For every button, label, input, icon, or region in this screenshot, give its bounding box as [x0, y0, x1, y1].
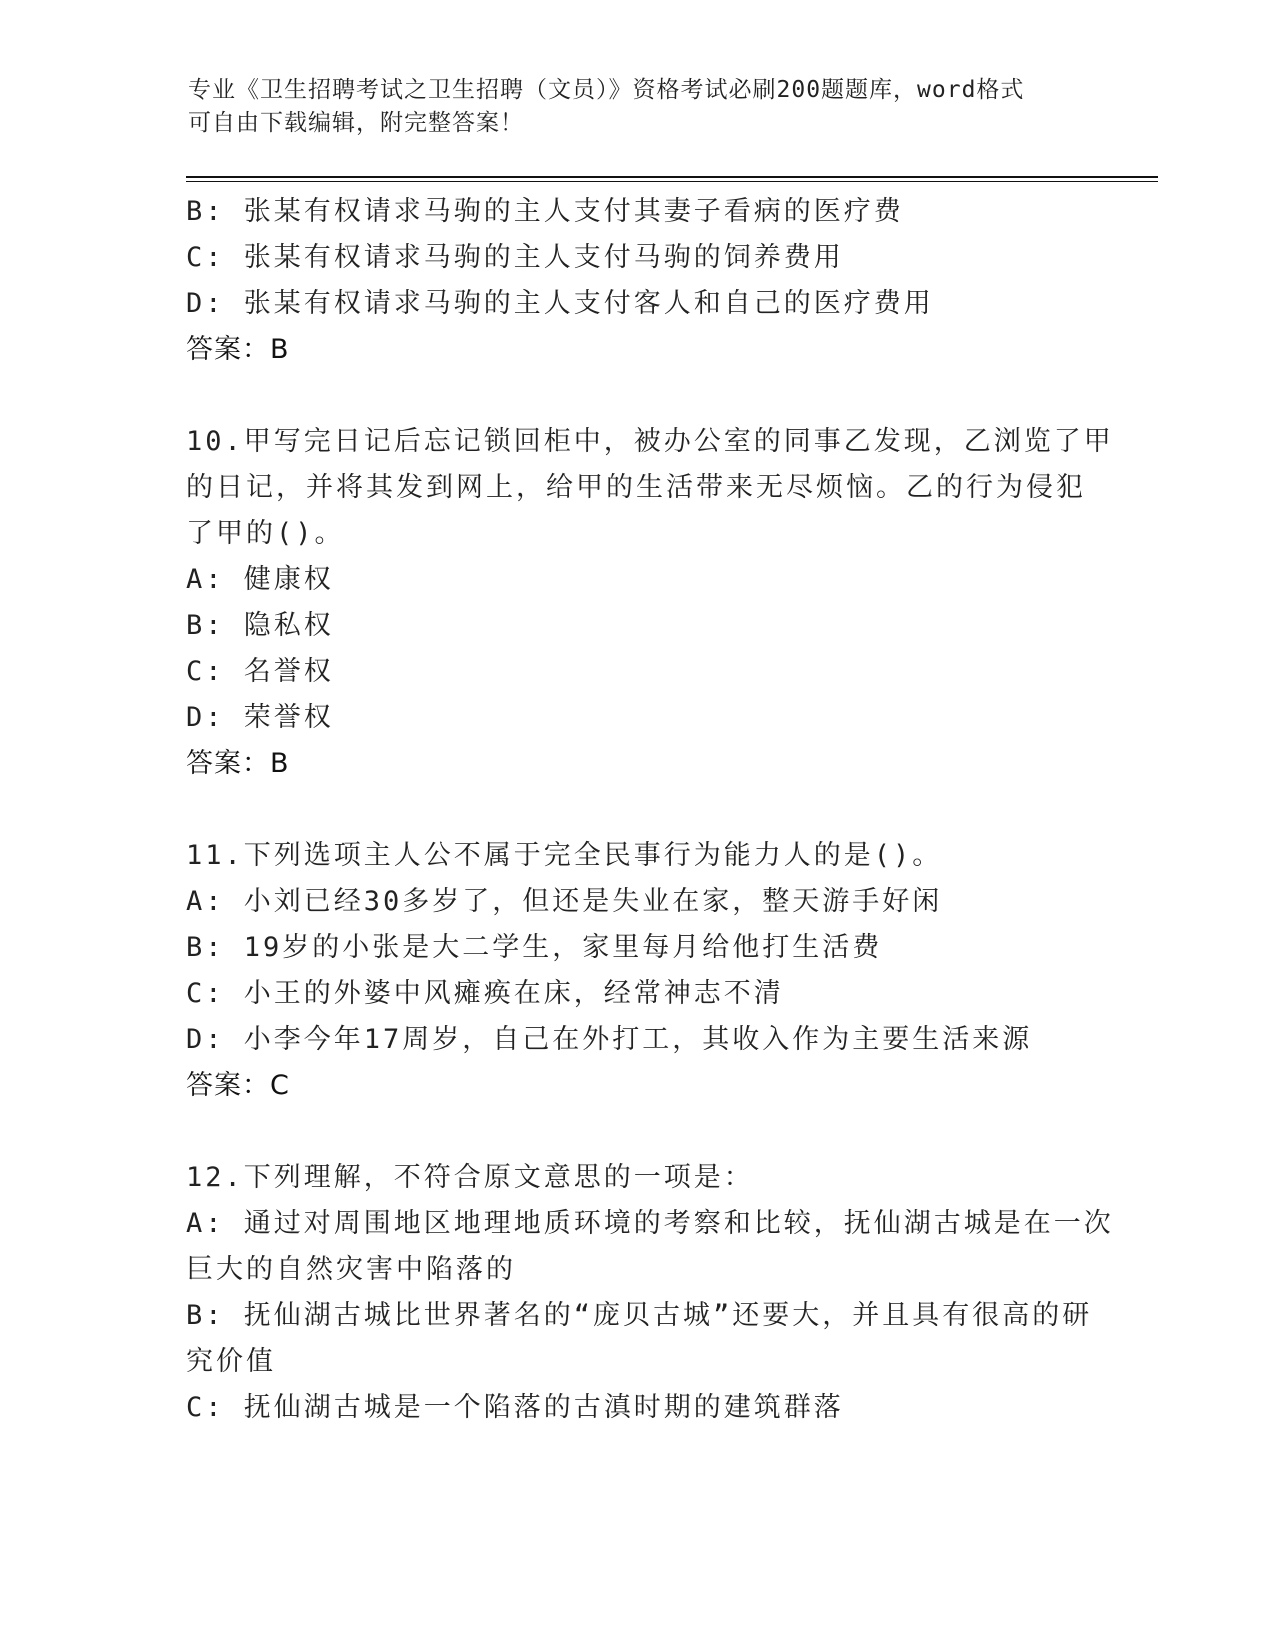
- spacer: [186, 787, 1086, 833]
- question-stem: 的日记，并将其发到网上，给甲的生活带来无尽烦恼。乙的行为侵犯: [186, 472, 1086, 503]
- header-line-1: 专业《卫生招聘考试之卫生招聘（文员）》资格考试必刷200题题库，word格式: [188, 77, 1025, 103]
- answer-line: 答案：C: [186, 1070, 290, 1101]
- spacer: [186, 1109, 1086, 1155]
- question-stem: 了甲的()。: [186, 518, 345, 549]
- answer-line: 答案：B: [186, 748, 290, 779]
- option-b: B: 抚仙湖古城比世界著名的“庞贝古城”还要大，并且具有很高的研: [186, 1300, 1093, 1331]
- option-c: C: 名誉权: [186, 656, 334, 687]
- option-a-continued: 巨大的自然灾害中陷落的: [186, 1254, 516, 1285]
- option-a: A: 通过对周围地区地理地质环境的考察和比较，抚仙湖古城是在一次: [186, 1208, 1114, 1239]
- answer-line: 答案：B: [186, 334, 290, 365]
- header-rule-thick: [186, 176, 1158, 178]
- option-d: D: 小李今年17周岁，自己在外打工，其收入作为主要生活来源: [186, 1024, 1033, 1055]
- prev-question: [186, 189, 1086, 373]
- question-11: [186, 833, 1086, 1109]
- option-c: C: 张某有权请求马驹的主人支付马驹的饲养费用: [186, 242, 844, 273]
- option-a: A: 小刘已经30多岁了，但还是失业在家，整天游手好闲: [186, 886, 943, 917]
- question-stem: 11.下列选项主人公不属于完全民事行为能力人的是()。: [186, 840, 943, 871]
- question-stem: 10.甲写完日记后忘记锁回柜中，被办公室的同事乙发现，乙浏览了甲: [186, 426, 1114, 457]
- header-line-2: 可自由下载编辑，附完整答案！: [188, 110, 524, 136]
- question-10: [186, 419, 1114, 787]
- option-d: D: 张某有权请求马驹的主人支付客人和自己的医疗费用: [186, 288, 934, 319]
- header-rule-thin: [186, 181, 1158, 182]
- option-c: C: 小王的外婆中风瘫痪在床，经常神志不清: [186, 978, 784, 1009]
- option-b-continued: 究价值: [186, 1346, 276, 1377]
- option-b: B: 19岁的小张是大二学生，家里每月给他打生活费: [186, 932, 883, 963]
- option-b: B: 隐私权: [186, 610, 334, 641]
- option-b: B: 张某有权请求马驹的主人支付其妻子看病的医疗费: [186, 196, 904, 227]
- option-d: D: 荣誉权: [186, 702, 334, 733]
- document-header: [188, 74, 1088, 140]
- question-stem: 12.下列理解，不符合原文意思的一项是：: [186, 1162, 754, 1193]
- question-content: [186, 189, 1114, 1431]
- question-12: [186, 1155, 1114, 1431]
- option-c: C: 抚仙湖古城是一个陷落的古滇时期的建筑群落: [186, 1392, 844, 1423]
- spacer: [186, 373, 1086, 419]
- option-a: A: 健康权: [186, 564, 334, 595]
